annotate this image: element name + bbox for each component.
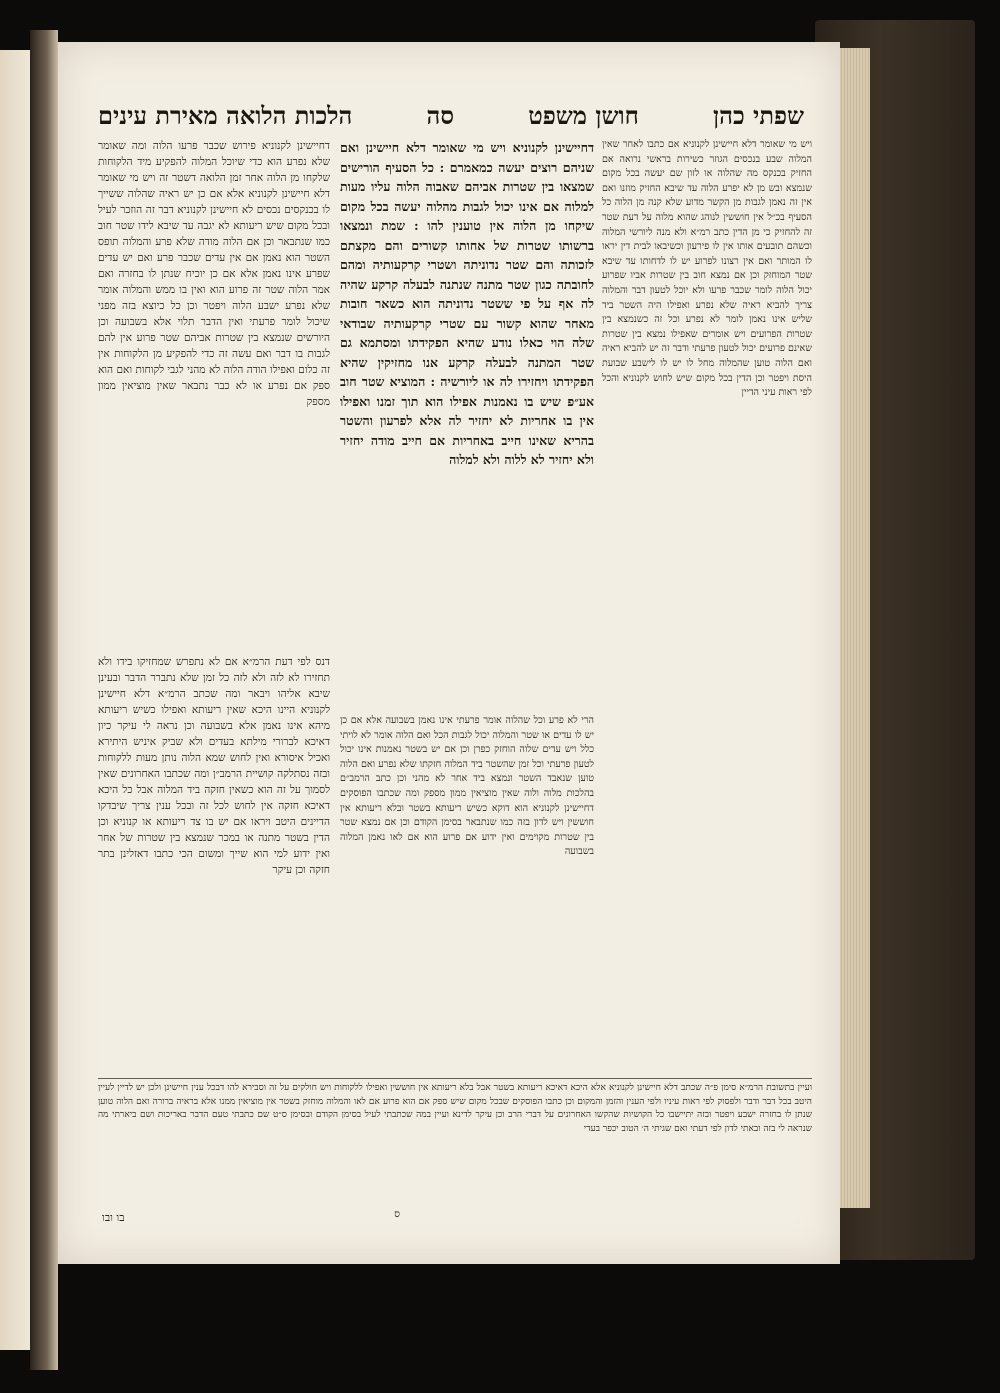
header-right: שפתי כהן: [713, 101, 804, 130]
commentary-column-left: [98, 138, 330, 648]
commentary-left-lower: [98, 654, 330, 1074]
folio-number: סה: [426, 101, 454, 130]
running-header: [98, 100, 804, 132]
facing-page-edge: [0, 50, 30, 1350]
book-page: [58, 42, 840, 1264]
footnotes-block: [98, 1082, 812, 1232]
commentary-text-left: דחיישינן לקנוניא פירוש שכבר פרעו הלוה ומה שאומר שלא נפרע הוא כדי שיוכל המלוה להפקיע מיד הלקוחות שלקחו מן הלוה אחר זמן הלואה דשטר זה ויש מי שאומר דלא חיישינן לקנוניא אלא אם כן יש ראיה שהלוה ששייך לו בכנקסים נכסים לא חיישינן לקנוניא דבר זה הוזכר לעיל ובכל מקום שיש ריעותא לא יגבה עד שיבא לידו שטר חוב כמו שנתבאר וכן אם הלוה מודה שלא פרע והמלוה תופס השטר הוא נאמן אם אין עדים שכבר פרע ואם יש עדים שפרע אינו נאמן אלא אם כן יוכיח שנתן לו בחזרה ואם אמר הלוה שטר זה פרוע הוא ואין בו ממש והמלוה אומר שלא נפרע ישבע הלוה ויפטר וכן כל כיוצא בזה מפני שיכול לומר פרעתי ואין הדבר תלוי אלא בשבועה וכן היורשים שנמצא בין שטרות אביהם שטר פרוע אין להם לגבות בו דבר ואם עשה זה כדי להפקיע מן הלקוחות אין זה כלום ואפילו הודה הלוה לא מהני לגבי לקוחות ואם הוא ספק אם נפרע או לא כבר נתבאר שאין מוציאין ממון מספק: [98, 140, 330, 408]
commentary-text-left-lower: דנס לפי דעת הרמ״א אם לא נתפרש שמחזיקו בידו ולא תחזירו לא לזה ולא לזה כל זמן שלא נתברר הדבר ובעינן שיבא אליהו ויבאר ומה שכתב הרמ״א דלא חיישינן לקנוניא היינו היכא שאין ריעותא ואפילו כשיש ריעותא מיהא אינו נאמן אלא בשבועה וכן נראה לי עיקר כיון דאיכא לברורי מילתא בעדים ולא שביק איניש היתירא ואכיל איסורא ואין לחוש שמא הלוה נותן מעות ללקוחות ובזה נסתלקה קושיית הרמב״ן ומה שכתבו האחרונים שאין לסמוך על זה הוא כשאין חזקה ביד המלוה אבל כל היכא דאיכא חזקה אין לחוש לכל זה ובכל ענין צריך שיבדקו הדיינים היטב ויראו אם יש בו צד ריעותא או קנוניא וכן הדין בשטר מתנה או במכר שנמצא בין שטרות של אחר ואין ידוע למי הוא שייך ומשום הכי כתבו דאזלינן בתר חזקה וכן עיקר: [98, 656, 330, 876]
header-center: חושן משפט: [528, 101, 639, 130]
commentary-text-right: ויש מי שאומר דלא חיישינן לקנוניא אם כתבו לאחר שאין המלוה שבע בנכסים הגוזר כשירות בראשי נרואה אם החזיק בכנקס מה שהלוה או לזון שם יעשה בכל מקום שנמצא ובש מן לא יפרע הלוה עד שיבא החזיק מוזנו ואם אין זה נאמן לגבות מן הקשר מדוע שלא קנה מן הלוה כל הסעיף בכ״ל אין חוששין לנוהג שהוא מלוה על דעת שטר זה להחזיק כי מן הדין כתב רמ״א ולא מנה ליורשי המלוה וכשהם תובעים אותו אין לו פירעון וכשיבאו לבית דין יראו לו המותר ואם אין רצונו לפרוע יש לו לדחותו עד שיבא שטר המוחזק וכן אם נמצא חוב בין שטרות אביו שפרוע יכול הלוה לומר שכבר פרעו ולא יוכל לטעון דבר והמלוה צריך להביא ראיה שלא נפרע ואפילו היה השטר ביד שליש אינו נאמן לומר לא נפרע וכל זה כשנמצא בין שטרות הפרועים ויש אומרים שאפילו נמצא בין שטרות שאינם פרועים יכול לטעון פרעתי ודבר זה יש להביא ראיה ואם הלוה טוען שהמלוה מחל לו יש לו לישבע שבועת היסת ויפטר וכן הדין בכל מקום שיש לחוש לקנוניא והכל לפי ראות עיני הדיין: [602, 139, 812, 399]
main-text-column: [340, 138, 594, 708]
header-left: הלכות הלואה מאירת עינים: [98, 101, 353, 130]
footnotes-text: ועיין בתשובת הרמ״א סימן פ״ה שכתב דלא חיישינן לקנוניא אלא היכא דאיכא ריעותא בשטר אבל בלא ריעותא אין חוששין ואפילו ללקוחות ויש חולקים על זה וסבירא להו דבכל ענין חיישינן ולכן יש לדיין לעיין היטב בכל דבר ודבר ולפסוק לפי ראות עיניו ולפי הענין והזמן והמקום וכן כתבו הפוסקים שבכל מקום שיש ספק אם הוא פרוע אם לאו והמלוה מוחזק בשטר אין מוציאין ממנו אלא בראיה ברורה ואם הלוה טוען שנתן לו בחזרה ישבע ויפטר ובזה יתיישבו כל הקושיות שהקשו האחרונים על דברי הרב וכן עיקר לדינא ועיין במה שכתבתי לעיל בסימן הקודם ובסימן ס״ט שם כתבתי טעם הדבר באריכות ושם ביארתי מה שנראה לי בזה ובאתי לדון לפי דעתי ואם שגיתי ה׳ הטוב יכפר בעדי: [98, 1083, 812, 1134]
main-text: דחיישינן לקנוניא ויש מי שאומר דלא חיישינן ואם שניהם רוצים יעשה כמאמרם : כל הסעיף הורישים שמצאו בין שטרות אביהם שאבוה הלוה עליו מעות למלוה אם אינו יכול לגבות מהלוה יעשה בכל מקום שיקחו מן הלוה אין טוענין להו : שמת ונמצאו ברשותו שטרות של אחותו קשורים והם מקצתם לזכותה והם שטר נדוניתה ושטרי קרקעותיה ומהם לחובתה כגון שטר מתנה שנתנה לבעלה קרקע שהיה לה אף על פי ששטר נדוניתה הוא כשאר חובות מאחר שהוא קשור עם שטרי קרקעותיה שבודאי שלה הוי כאלו נודע שהיא הפקידתו ומסתמא גם שטר המתנה לבעלה קרקע אנו מחזיקין שהיא הפקידתו ויחזירו לה או ליורשיה : המוציא שטר חוב אע״פ שיש בו נאמנות אפילו הוא תוך זמנו ואפילו אין בו אחריות לא יחזיר לה אלא לפרעון והשטר בהריא שאינו חייב באחריות אם חייב מודה יחזיר ולא יחזיר לא ללוה ולא למלוה: [340, 140, 594, 467]
signature-mark: ס: [394, 1209, 400, 1220]
commentary-center-lower: [340, 714, 594, 1074]
book-gutter: [30, 30, 58, 1370]
commentary-column-right: [602, 138, 812, 1066]
commentary-text-center-lower: הרי לא פרע וכל שהלוה אומר פרעתי אינו נאמן בשבועה אלא אם כן יש לו עדים או שטר והמלוה יכול לגבות הכל ואם הלוה אומר לא לויתי כלל ויש עדים שלוה הוחזק כפרן וכן אם יש בשטר נאמנות אינו יכול לטעון פרעתי וכל זמן שהשטר ביד המלוה חזקתו שלא נפרע ואם הלוה טוען שנאבד השטר ונמצא ביד אחר לא מהני וכן כתב הרמב״ם בהלכות מלוה ולוה שאין מוציאין ממון מספק ומה שכתבו הפוסקים דחיישינן לקנוניא הוא דוקא כשיש ריעותא בשטר ובלא ריעותא אין חוששין ויש לדון בזה כמו שנתבאר בסימן הקודם וכן אם נמצא שטר בין שטרות מקוימים ואין ידוע אם פרוע הוא אם לאו נאמן המלוה בשבועה: [340, 715, 594, 858]
footnote-rule: [98, 1078, 812, 1079]
catchword-left: בו ובו: [102, 1211, 125, 1224]
